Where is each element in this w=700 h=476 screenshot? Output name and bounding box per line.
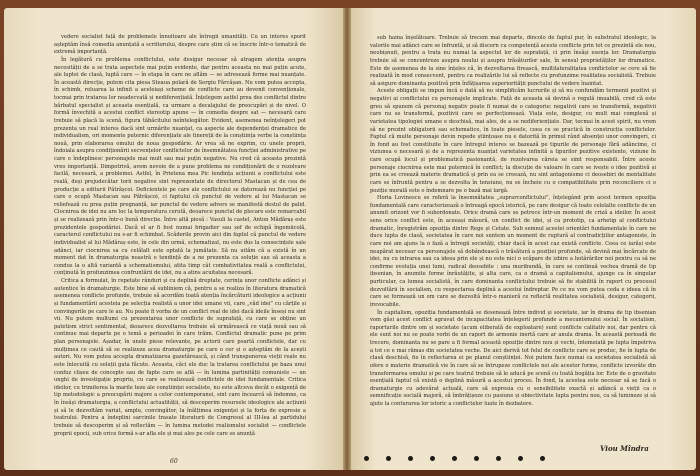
decorative-dot [430, 456, 435, 461]
decorative-dot [518, 456, 523, 461]
right-paragraph: Aceste obligații se impun încă o dată să nu simplificăm lucrurile și să nu confundăm termenii pozitivi și negativi ai conflictului cu personajele implicate. Față de aceasta să devină o regulă imuabilă, cred că este greu să spunem că personaj negativ poate fi numai de o categorie: negativii care se transformă, negativii care nu se transformă, pozitivii care se perfecționează. Viața este, desigur, cu mult mai complexă și varietatea tipologiei umane e deschisă, mai ales, de a se nediferiențiate. Dar, tocmai în acest spirit, nu vrem să ne prezint obligatorii sau schematice, în toate piesele, ceea ce se practică în construcția conflictelor. Faptul că multe personaje devin repede științoase nu e datorită în primul rând absenței unor convingeri, ci în fond au fost constituite în care întregul interes se bazează pe tipurile de personaje fără adâncime, ci viziunea e necesară și de a reprezenta nuanțat varietatea infinită a tipurilor pozitive existente, viziune în care ocupă locul și problematică pasionantă, de rezolvarea căreia se simt responsabili. Între aceste personaje ciocnirea este mai puternică în conflict; la discuție de valoare în care se ivește o idee pozitivă și prin ea se creează materie dramatică și prin ea se creează, nu sint antagonisme ci deosebiri de mentalitate care se înfruntă pentru a se dezvolta în tensiune, nu se încheie cu o compatibilitate prin reconciliere ci o poziție morală este o îndemnare pe o bază mai largă. [370, 88, 656, 194]
right-paragraph: În capitalism, opoziția fundamentală se desenează între individ și societate, iar în drama de tip ibsenian vom găsi acest conflict agravat de incapacitatea înțelegerii profunde a mecanismului social. În socialism, raporturile dintre om și societate (acum eliberată de exploatare) sunt conflicte calitativ noi, dar pentru că ele sunt noi nu se poate vorbi de un raport de armonie inertă care ar anula drama. În această perioadă de trecere, dominanta nu se pare a fi formal această opoziție dintre nou și vechi, întemeiată pe lupta împotriva a tot ce e mai rămas din societatea veche. De aici derivă tot felul de conflicte care se produc, fie în lupta de clasă deschisă, fie în reflectarea ei pe planul conștiinței. Noi putem face numai ca societatea socialistă să ofere o materie dramatică vie în care să se întrupeze conflictele noi ale acestor forme, conflicte izvorâte din transformarea omului și pe care teatrul trebuie să le aducă pe scenă cu toată bogăția lor. Este de o gravitate esențială faptul că există o deplină măsură a acestui proces. În fond, la acestea este necesar să se facă o dramaturgie cu adevărat actuală, care să expresia cu o sensibilitate exactă și adâncă a vieții ca o semnificație socială majoră, să îmbrățișeze cu pasiune și obiectivitate lupta pentru nou, ca să lumineze și să ajute la conturarea lor istoric a conflictelor luate în dezbatere. [370, 309, 656, 407]
left-page-text [54, 34, 306, 438]
page-number: 60 [170, 458, 178, 465]
left-paragraph: În legătură cu problema conflictului, este desigur necesar să atragem atenția asupra necesității de a se trata aspectele mai puțin evidente, dar pentru aceasta nu mai puțin acute, ale luptei de clasă, luptă care — în etapa în care ne aflăm — se adresează forme mai nuanțate. În această direcție, putem cita piesa Steaua polară de Sergiu Fărcășan. Nu vom putea accepta, în schimb, reluarea la infinit a aceleiași scheme de conflicte care au devenit convenționale, tocmai prin tratarea lor neadecvată și nediferențiată. Înțelegem astfel prea des conflictul dintre bărbatul specialist și aceasta esențială, ca urmare a decalajului de preocupări și de nivel. O formă învechită a acestui conflict stereotip apune — în comedia despre sat — necesară care trebuie să placă la scenă, figura tăbăcitului neîntelegător. Evident, asemenea neînțelegeri pot prezenta un real interes dacă sint urmărite nuanțat, ca aspecte ale dependenței dramatice de individualism, ori momente puternic diferențiate ale tinereții de la conștiința verbe la conștiința nouă, prin elaborarea omului de noua gospodărie. Ar vrea să ne exprim, cu unele proprii, îndoiala asupra condiționării secvențelor conflictelor de însemnătatea funcției administrative pe care o îndeplinesc personajele mai mult sau mai puțin negative. Nu cred că aceasta prezintă vreo importanță. Dimpotrivă, avem nevoie de a pune problema ne condiționării de o rezolvare facilă, necesară, a problemei. Astfel, în Prietena mea Pic tendința acțiunii a conflictului este reală, deși prejudecătar torii negative sint reprezentate de directorul Mastacan și de cea de producție a editurii Pătrășcoi. Deficientele pe care ale conflictului se datorează nu funcției pe care o ocupă Mastacan sau Pătrășcoi, ci faptului că punctul de vedere al lui Mastacan se reliefează cu prea puțin pregnanță, iar punctul de vedere advers se manifestă destul de palid. Ciocnirea de idei nu are loc la temperatura cerută, deoarece punctul de plecare este remarcabil și se realizează prin într-o bună direcție. Între altă piesă : Vasuli la castel, Anton Mădăraș este prezidentele gospodăriei. Dacă el ar fi fost numai brigadier sau șef de echipă îngemiicolă, caracterul conflictului nu s-ar fi schimbat. Scăderile provin aici din faptul că punctul de vedere individualist al lui Mădăraș este, în cele din urmă, schematizat, nu este dus la consecințele sale adânci, iar ciocnirea sa cu celălalt este optată la jumătate. Să nu uităm că a există în un moment dat în dramaturgia noastră o tendință de a ne prezenta ca soluție sau să aceasta a condus la o altă variantă a schematismului, atita timp cât combativitatea reală a conflictului, conținută în profunzimea confruntării de idei, nu a atins acuitatea necesară. [54, 56, 306, 277]
right-page [348, 8, 696, 470]
decorative-dot [364, 456, 369, 461]
decorative-dots [364, 456, 584, 464]
left-page [4, 8, 346, 470]
author-signature: Viou Mîndra [600, 444, 649, 453]
decorative-dot [496, 456, 501, 461]
decorative-dot [386, 456, 391, 461]
decorative-dot [540, 456, 545, 461]
right-paragraph: Horia Lovinescu se referă la însemnătatea „suprarconflictului”, înțelegând prin acest termen opoziția fundamentală care caracterizează o întreagă epocă istorică, pe care desigur că toate celelalte conflicte de un anumit orizont vor fi subordonate. Orice dramă care se petrece într-un moment de criză a ideilor. În acest sens orice conflict este, în aceeași măsură, un conflict de idei, și ca prototip, ca arhetip al conflictului dramatic, înregistrăm opoziția dintre Rege și Cetate. Sub semnul acestei orientări fundamentale în care ne duce lupta de clasă, societatea în care noi suntem un moment de ruptură al contradicțiilor antagoniste, în care noi am ajuns la o fază a întregii societăți, chiar dacă în acest caz există conflicte. Ceea ce iarăși este neapărat necesar ca personajele să dobândească o trăsătură a poziției profunde, să devină mai încărcate de idei, nu cu intrarea sau ca ideea prin ele și nu este nici o scăpare de izbire a hotărârilor noi pentru ca să ne confirme evoluția unei lumi, radical deosebite : una muribundă, în care se continuă vechea dramă de tip ibsenian, în anumite forme înrăutățite, și alta care, ca o dramă a capitalismului, ajunge ca în singular particular, ca lumea socialistă, în care dominanta conflictului trebuie să fie stabilită în raport cu procesul dezvoltării în socialism, cu respectarea deplină a acestui îndreptar. Pe ce nu vom putea ceda e ideea că în care se formează un om care se dezvoltă într-o manieră ce reflectă realitatea socialistă, desigur, categorii, irevocabile. [370, 195, 656, 308]
left-paragraph: Critica a formulat, în repetate rânduri și cu deplină dreptate, cerința unor conflicte adânci și autentice în dramaturgie. Este bine să subliniem că, pentru a se realiza în literatura dramatică asemenea conflicte profunde, trebuie să acordăm toată atenția încărcăturii ideologice a acțiunii și fundamentării acesteia pe selecția realistă a unor idei umane vii, care „văd idei” cu cărțile și convingerile pe care le au. Nu poate fi vorba de un conflict real de idei dacă ideile înseși nu sint vii. Nu putem multumi cu prezentarea unor conflicte de suprafață, cu care se obține un patetism strict sentimental, deoarece dezvoltarea trebuie să urmărească ce viață nouă sau să continue mai departe pe o temă a perioadei în care trăim. Conflictul dramatic pune pe prim plan personajele. Așadar, în unele piese relevante, pe actorii care poartă conflictele, dar cu mulțimea ce caută să se realizeze acea dramaturgie pe care o cer și o așteptăm de la acești autori. Nu vom putea accepta dramatizarea gazetărească, și când transpunerea vieții reale nu este înlocuită cu soluții gata făcute. Aceasta, căci ele duc la tratarea conflictului pe baza unui confuz clișeu de concepte sau de fapte care se află — în lumina partinității comuniste — un unghi de investigație propriu, cu care se realizează conflictele de idei fundamentale. Critica ideilor, cu trimiterea la marile teze ale conștiinței socialiste, nu este altceva decât o exigență de tip metodologic a preocupării majore a celor contemporanei, sint care încearcă să îndemne, ca în însăși dramaturgia, a conflictului actualității, să descoperim resursele ideologice ale acțiunii și să le dezvoltăm variat, amplu, convingător, la înălțimea exigenței și la forța de expresie a teatrului. Pentru a îndeplini sarcinile trasate literaturii de Congresul al III-lea al partidului trebuie să descoperim și să reflectăm — în lumina metodei realismului socialist — conflictele proprii epocii, sub orice formă s-ar afla ele și mai ales pe cele care se anunță [54, 278, 306, 437]
book-spine-gutter [343, 8, 351, 470]
decorative-dot [474, 456, 479, 461]
right-paragraph: sub haina înșelătoare. Trebuie să trecem mai departe, dincolo de faptul pur, în substratul ideologic, la valorile mai adânci care se înfruntă, și să discern cu competență aceste conflicte prin tot ce prezintă ele nou, neobișnuit, pentru a trata nu numai la aspectul lor de suprafață, ci prin însăși esența lor. Dramaturgia trebuie să se concentreze asupra noului și asupra trăsăturilor sale, în sensul proprietăților lor dramatice. Este de asemenea de la sine înțeles că, în dezvoltarea firească, multilateralitatea conflictelor se cere să fie realizată în mod consecvent, pentru ca realizările lui să reflecte cu profunzime realitatea socialistă. Trebuie să asigure dominanta pozitivă prin înfățișarea superiorității punctului de vedere înaintat. [370, 35, 656, 87]
left-paragraph: vedere socialist față de problemele înnoitoare ale întregii umanități. Cu un interes sporit așteptăm însă comedia anunțată a scriitorului, despre care știm că se înscrie într-o tematică de extremă importanță. [54, 34, 306, 56]
decorative-dot [408, 456, 413, 461]
right-page-text [370, 35, 656, 409]
decorative-dot [452, 456, 457, 461]
